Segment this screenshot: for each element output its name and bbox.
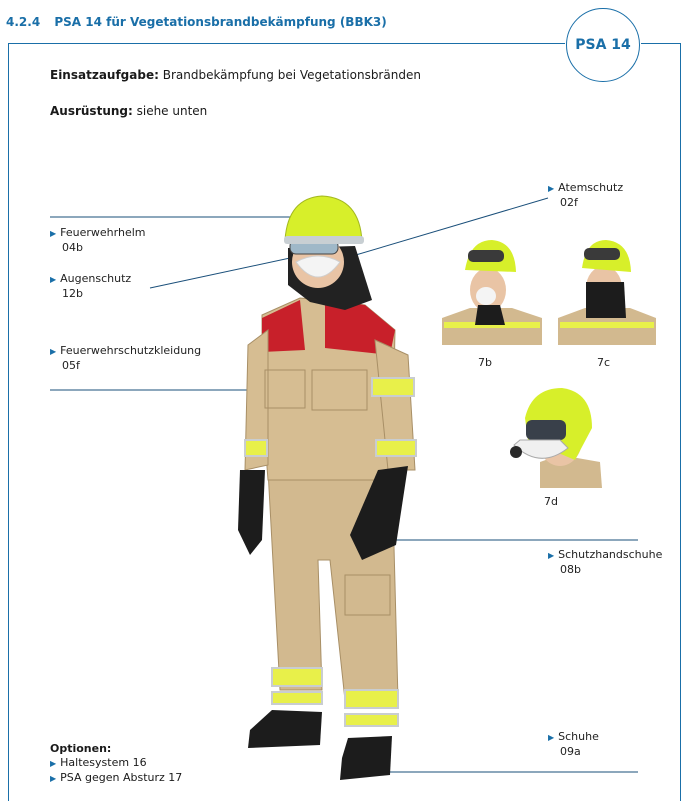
label-respiratory: ▶ Atemschutz 02f <box>548 181 624 209</box>
firefighter-figure <box>238 196 416 780</box>
equipment-label: Ausrüstung: <box>50 104 133 118</box>
arrow-icon: ▶ <box>50 774 57 783</box>
caption-7c: 7c <box>597 356 611 369</box>
task-label: Einsatzaufgabe: <box>50 68 159 82</box>
caption-7d: 7d <box>544 495 558 508</box>
caption-7b: 7b <box>478 356 492 369</box>
label-shoes: ▶ Schuhe 09a <box>548 730 599 758</box>
option-item: ▶ Haltesystem 16 <box>50 756 147 769</box>
equipment-value: siehe unten <box>132 104 208 118</box>
options-block <box>50 742 182 786</box>
arrow-icon: ▶ <box>50 759 57 768</box>
code-respiratory: 02f <box>560 196 578 209</box>
section-number: 4.2.4 <box>6 15 41 29</box>
code-eye-protection: 12b <box>62 287 83 300</box>
code-shoes: 09a <box>560 745 581 758</box>
arrow-icon: ▶ <box>548 551 555 560</box>
code-helmet: 04b <box>62 241 83 254</box>
portrait-7d <box>510 388 602 488</box>
arrow-icon: ▶ <box>50 275 57 284</box>
code-gloves: 08b <box>560 563 581 576</box>
section-title: PSA 14 für Vegetationsbrandbekämpfung (BBK3) <box>54 15 387 29</box>
arrow-icon: ▶ <box>548 733 555 742</box>
code-clothing: 05f <box>62 359 80 372</box>
options-title: Optionen: <box>50 742 112 755</box>
portrait-7b <box>442 240 542 345</box>
arrow-icon: ▶ <box>548 184 555 193</box>
label-clothing: ▶ Feuerwehrschutzkleidung 05f <box>50 344 202 372</box>
arrow-icon: ▶ <box>50 347 57 356</box>
portrait-7c <box>558 240 656 345</box>
arrow-icon: ▶ <box>50 229 57 238</box>
label-gloves: ▶ Schutzhandschuhe 08b <box>548 548 663 576</box>
option-item: ▶ PSA gegen Absturz 17 <box>50 771 183 784</box>
psa-badge: PSA 14 <box>566 8 640 82</box>
task-value: Brandbekämpfung bei Vegetationsbränden <box>158 68 421 82</box>
label-eye-protection: ▶ Augenschutz 12b <box>50 272 132 300</box>
label-helmet: ▶ Feuerwehrhelm 04b <box>50 226 146 254</box>
